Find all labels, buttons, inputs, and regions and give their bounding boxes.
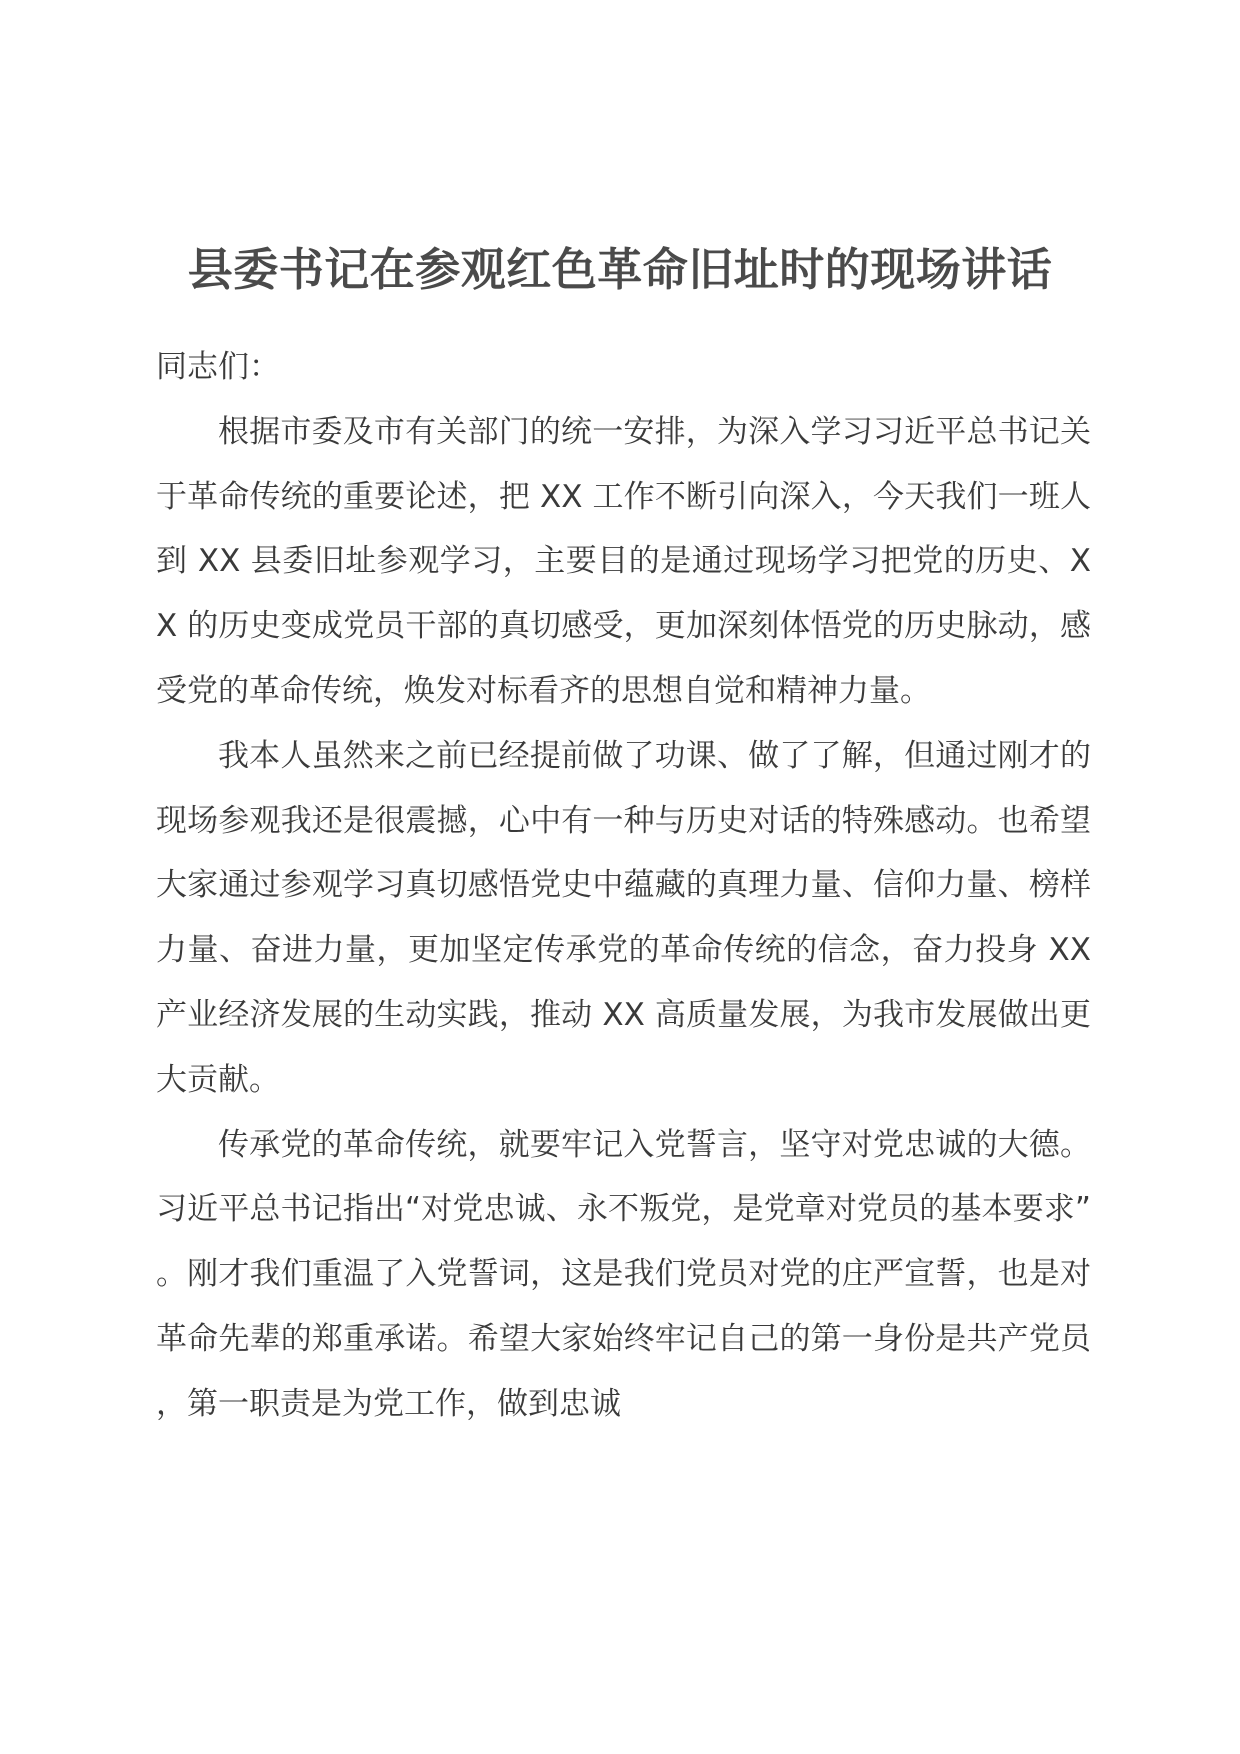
paragraph: 传承党的革命传统，就要牢记入党誓言，坚守对党忠诚的大德。习近平总书记指出“对党忠诚、永不叛党，是党章对党员的基本要求”。刚才我们重温了入党誓词，这是我们党员对党的庄严宣誓，也是对革命先辈的郑重承诺。希望大家始终牢记自己的第一身份是共产党员，第一职责是为党工作，做到忠诚 bbox=[156, 1126, 1091, 1422]
document-title: 县委书记在参观红色革命旧址时的现场讲话 bbox=[187, 243, 1053, 296]
paragraph: 根据市委及市有关部门的统一安排，为深入学习习近平总书记关于革命传统的重要论述，把 XX 工作不断引向深入，今天我们一班人到 XX 县委旧址参观学习，主要目的是通过现场学习把党的历史、XX 的历史变成党员干部的真切感受，更加深刻体悟党的历史脉动，感受党的革命传统，焕发对标看齐的思想自觉和精神力量。 bbox=[156, 413, 1091, 709]
document-body bbox=[156, 335, 1091, 1437]
paragraph: 我本人虽然来之前已经提前做了功课、做了了解，但通过刚才的现场参观我还是很震撼，心中有一种与历史对话的特殊感动。也希望大家通过参观学习真切感悟党史中蕴藏的真理力量、信仰力量、榜样力量、奋进力量，更加坚定传承党的革命传统的信念，奋力投身 XX 产业经济发展的生动实践，推动 XX 高质量发展，为我市发展做出更大贡献。 bbox=[156, 737, 1091, 1098]
salutation: 同志们： bbox=[156, 349, 280, 385]
